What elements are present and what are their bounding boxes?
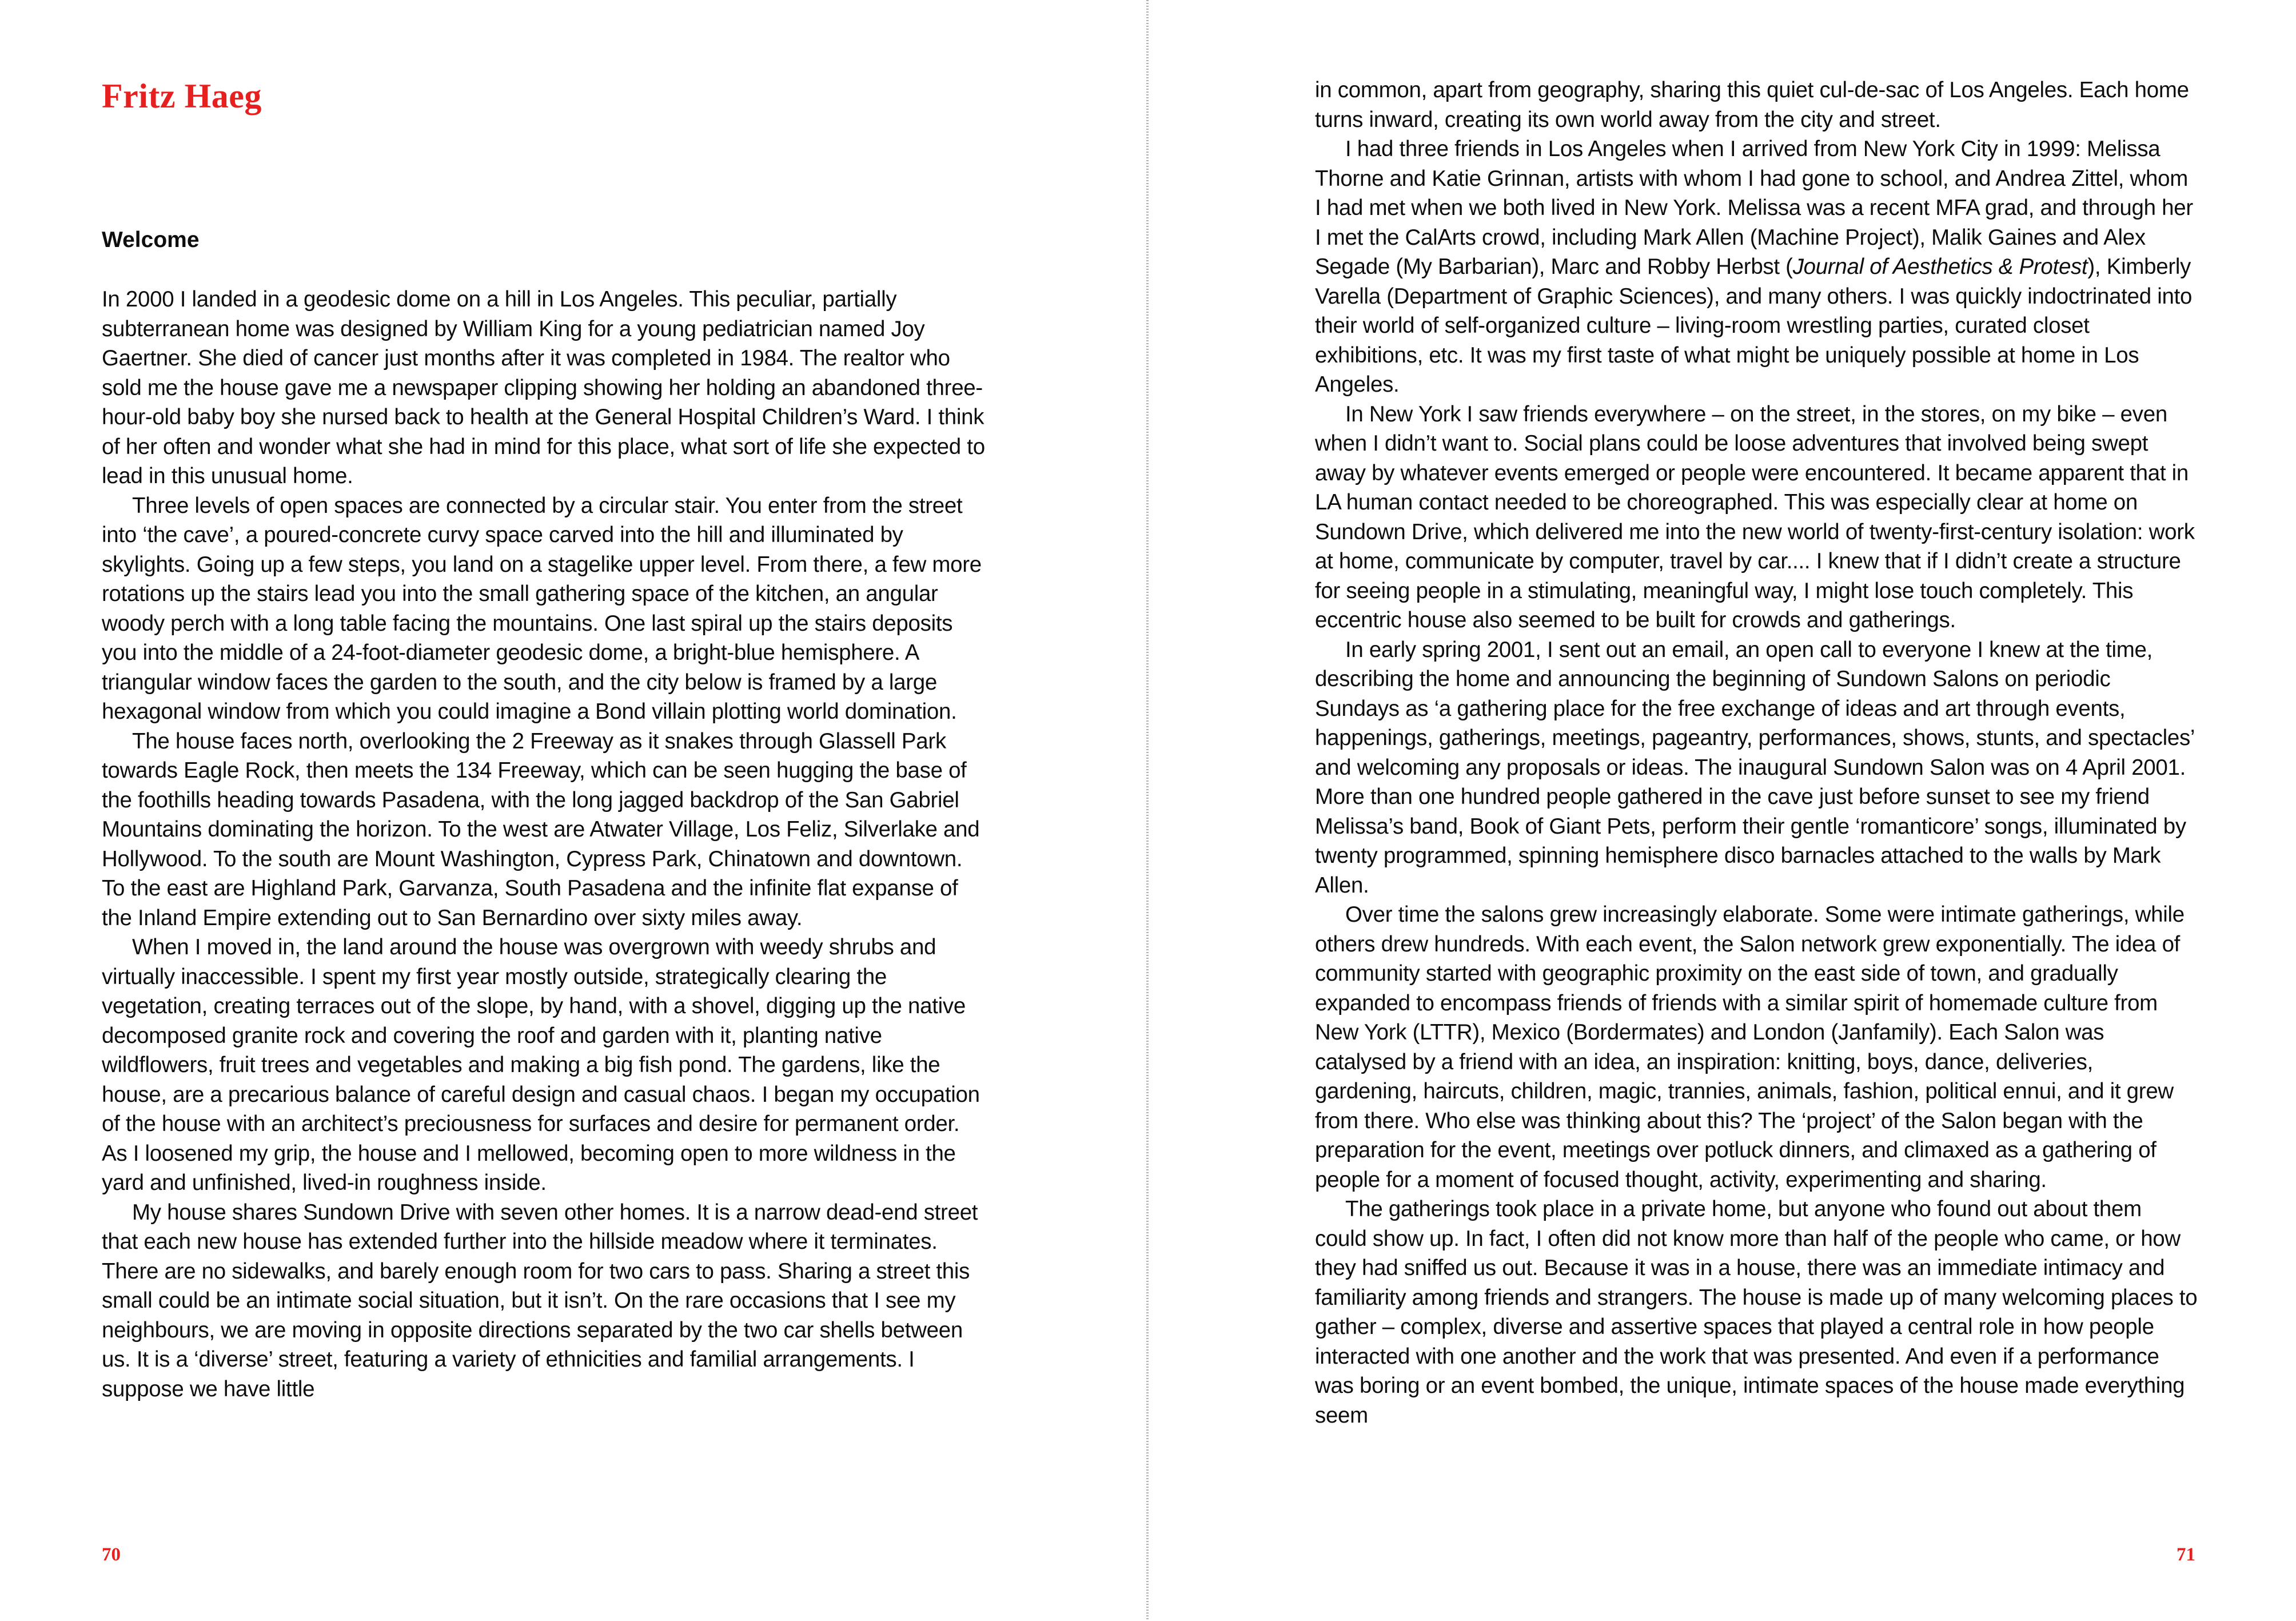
paragraph [1315,900,2198,1194]
text-segment: The gatherings took place in a private home, but anyone who found out about them could show up. In fact, I often did not know more than half of the people who came, or how they had sniffed us out. Because it was in a house, there was an immediate intimacy and familiarity among friends and strangers. The house is made up of many welcoming places to gather – complex, diverse and assertive spaces that played a central role in how people interacted with one another and the work that was presented. And even if a performance was boring or an event bombed, the unique, intimate spaces of the house made everything seem [1315,1197,2198,1428]
paragraph [102,727,985,933]
text-segment: I had three friends in Los Angeles when I arrived from New York City in 1999: Melissa Thorne and Katie Grinnan, artists with whom I had gone to school, and Andrea Zittel, whom I had met when we both lived in New York. Melissa was a recent MFA grad, and through her I met the CalArts crowd, including Mark Allen (Machine Project), Malik Gaines and Alex Segade (My Barbarian), Marc and Robby Herbst ( [1315,137,2193,279]
paragraph [102,491,985,727]
text-segment: My house shares Sundown Drive with seven other homes. It is a narrow dead-end street that each new house has extended further into the hillside meadow where it terminates. There are no sidewalks, and barely enough room for two cars to pass. Sharing a street this small could be an intimate social situation, but it isn’t. On the rare occasions that I see my neighbours, we are moving in opposite directions separated by the two car shells between us. It is a ‘diverse’ street, featuring a variety of ethnicities and familial arrangements. I suppose we have little [102,1200,978,1401]
paragraph [1315,75,2198,134]
section-heading: Welcome [102,228,200,252]
paragraph [102,933,985,1198]
paragraph [1315,635,2198,901]
text-segment: Over time the salons grew increasingly elaborate. Some were intimate gatherings, while others drew hundreds. With each event, the Salon network grew exponentially. The idea of community started with geographic proximity on the east side of town, and gradually expanded to encompass friends of friends with a similar spirit of homemade culture from New York (LTTR), Mexico (Bordermates) and London (Janfamily). Each Salon was catalysed by a friend with an idea, an inspiration: knitting, boys, dance, deliveries, gardening, haircuts, children, magic, trannies, animals, fashion, political ennui, and it grew from there. Who else was thinking about this? The ‘project’ of the Salon began with the preparation for the event, meetings over potluck dinners, and climaxed as a gathering of people for a moment of focused thought, activity, experimenting and sharing. [1315,902,2185,1192]
text-segment: ), Kimberly Varella (Department of Graphic Sciences), and many others. I was quickly indoctrinated into their world of self-organized culture – living-room wrestling parties, curated closet exhibitions, etc. It was my first taste of what might be uniquely possible at home in Los Angeles. [1315,254,2193,397]
paragraph [1315,134,2198,400]
text-segment: In 2000 I landed in a geodesic dome on a hill in Los Angeles. This peculiar, partially subterranean home was designed by William King for a young pediatrician named Joy Gaertner. She died of cancer just months after it was completed in 1984. The realtor who sold me the house gave me a newspaper clipping showing her holding an abandoned three-hour-old baby boy she nursed back to health at the General Hospital Children’s Ward. I think of her often and wonder what she had in mind for this place, what sort of life she expected to lead in this unusual home. [102,287,985,488]
center-fold-dotted-line [1146,0,1149,1621]
text-segment: In early spring 2001, I sent out an email, an open call to everyone I knew at the time, describing the home and announcing the beginning of Sundown Salons on periodic Sundays as ‘a gathering place for the free exchange of ideas and art through events, happenings, gatherings, meetings, pageantry, performances, shows, stunts, and spectacles’ and welcoming any proposals or ideas. The inaugural Sundown Salon was on 4 April 2001. More than one hundred people gathered in the cave just before sunset to see my friend Melissa’s band, Book of Giant Pets, perform their gentle ‘romanticore’ songs, illuminated by twenty programmed, spinning hemisphere disco barnacles attached to the walls by Mark Allen. [1315,637,2194,898]
paragraph [102,1198,985,1404]
page-number-left: 70 [102,1544,121,1565]
text-segment: in common, apart from geography, sharing this quiet cul-de-sac of Los Angeles. Each home turns inward, creating its own world away from the city and street. [1315,78,2189,132]
text-segment: Three levels of open spaces are connected by a circular stair. You enter from the street into ‘the cave’, a poured-concrete curvy space carved into the hill and illuminated by skylights. Going up a few steps, you land on a stagelike upper level. From there, a few more rotations up the stairs lead you into the small gathering space of the kitchen, an angular woody perch with a long table facing the mountains. One last spiral up the stairs deposits you into the middle of a 24-foot-diameter geodesic dome, a bright-blue hemisphere. A triangular window faces the garden to the south, and the city below is framed by a large hexagonal window from which you could imagine a Bond villain plotting world domination. [102,493,982,724]
text-segment: When I moved in, the land around the house was overgrown with weedy shrubs and virtually inaccessible. I spent my first year mostly outside, strategically clearing the vegetation, creating terraces out of the slope, by hand, with a shovel, digging up the native decomposed granite rock and covering the roof and garden with it, planting native wildflowers, fruit trees and vegetables and making a big fish pond. The gardens, like the house, are a precarious balance of careful design and casual chaos. I began my occupation of the house with an architect’s preciousness for surfaces and desire for permanent order. As I loosened my grip, the house and I mellowed, becoming open to more wildness in the yard and unfinished, lived-in roughness inside. [102,935,980,1195]
paragraph [102,285,985,491]
text-segment: The house faces north, overlooking the 2 Freeway as it snakes through Glassell Park towards Eagle Rock, then meets the 134 Freeway, which can be seen hugging the base of the foothills heading towards Pasadena, with the long jagged backdrop of the San Gabriel Mountains dominating the horizon. To the west are Atwater Village, Los Feliz, Silverlake and Hollywood. To the south are Mount Washington, Cypress Park, Chinatown and downtown. To the east are Highland Park, Garvanza, South Pasadena and the infinite flat expanse of the Inland Empire extending out to San Bernardino over sixty miles away. [102,728,980,930]
italic-text-segment: Journal of Aesthetics & Protest [1792,254,2088,279]
author-title: Fritz Haeg [102,77,262,115]
page-number-right: 71 [2177,1544,2195,1565]
right-page-body-text [1315,75,2198,1430]
text-segment: In New York I saw friends everywhere – on the street, in the stores, on my bike – even when I didn’t want to. Social plans could be loose adventures that involved being swept away by whatever events emerged or people were encountered. It became apparent that in LA human contact needed to be choreographed. This was especially clear at home on Sundown Drive, which delivered me into the new world of twenty-first-century isolation: work at home, communicate by computer, travel by car.... I knew that if I didn’t create a structure for seeing people in a stimulating, meaningful way, I might lose touch completely. This eccentric house also seemed to be built for crowds and gatherings. [1315,401,2195,632]
paragraph [1315,400,2198,635]
left-page-body-text [102,285,985,1404]
paragraph [1315,1194,2198,1430]
